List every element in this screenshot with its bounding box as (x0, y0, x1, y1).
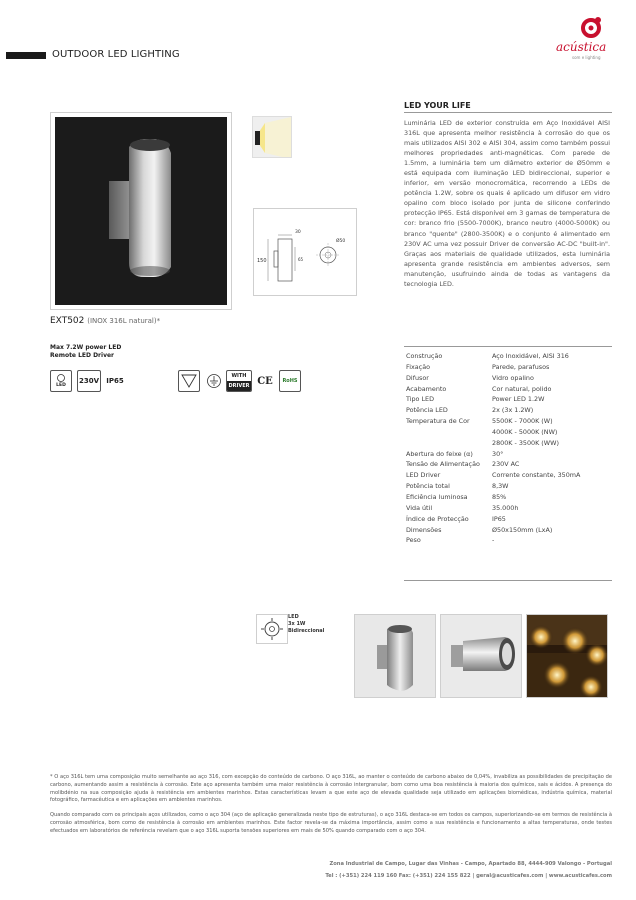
brand-logo-tagline: som e lighting (572, 55, 601, 60)
product-model (50, 316, 160, 326)
product-photo-frame (50, 112, 232, 310)
spec-value: 2800K - 3500K (WW) (492, 438, 559, 447)
spec-value: - (492, 536, 495, 545)
category-title: OUTDOOR LED LIGHTING (52, 49, 180, 60)
spec-row (406, 514, 612, 525)
spec-value: 35.000h (492, 503, 519, 512)
product-thumbnail-front (354, 614, 436, 698)
spec-row (406, 535, 612, 546)
drawing-diameter-label: Ø50 (336, 239, 346, 244)
spec-key: Acabamento (406, 384, 447, 393)
section-divider (404, 112, 612, 113)
led-icon: LED (50, 370, 72, 392)
beam-pattern-thumbnail (252, 116, 292, 158)
lamp-illustration (55, 117, 227, 305)
spec-row (406, 427, 612, 438)
brand-logo-icon (580, 16, 602, 38)
footnote-316l: * O aço 316L tem uma composição muito semelhante ao aço 316, com excepção do conteúdo de carbono. O aço 316L, ao manter o conteúdo de carbono abaixo de 0,04%, invabiliza as possibilidades de precipitação de carbono, aumentando assim a resistência à corrosão. Este aço apresenta também uma maior resistência à corrosão intergranular, bom como uma boa resistência à maioria dos químicos, sais e ácidos. A presença do molibdénio na sua composição ajuda à resistência em ambientes marinhos. Estas características levam a que este aço de elevada qualidade seja utilizado em aplicações biomédicas, indústria química, material fotográfico, farmacêutica e em aplicações em ambientes marinhos. (50, 774, 612, 804)
led-bidirectional-text: LED 3x 1W Bidireccional (288, 614, 325, 634)
drawing-width-label: 30 (295, 230, 301, 235)
spec-table (406, 351, 612, 546)
spec-key: LED Driver (406, 471, 441, 480)
led-bidirectional-icon (256, 614, 288, 644)
spec-value: 230V AC (492, 460, 520, 469)
spec-line-driver: Remote LED Driver (50, 352, 115, 359)
spec-key: Potência LED (406, 406, 448, 415)
spec-key: Índice de Protecção (406, 514, 469, 523)
footer-contacts: Tel : (+351) 224 119 160 Fax: (+351) 224 155 822 | geral@acusticafes.com | www.acusticafes.com (325, 873, 612, 879)
product-description: Luminária LED de exterior construída em Aço Inoxidável AISI 316L que apresenta melhor resistência à corrosão do que os mais utilizados AISI 302 e AISI 304, assim como também possui melhores propriedades anti-magnéticas. Com parede de 1.5mm, a luminária tem um diâmetro exterior de Ø50mm e está equipada com iluminação LED bidireccional, superior e inferior, em versão monocromática, recorrendo a LEDs de potência 1.2W, sobre os quais é aplicado um difusor em vidro opalino com bloco isolado por junta de silicone conferindo protecção IP65. Está disponível em 3 gamas de temperatura de cor: branco frio (5500-7000K), branco neutro (4000-5000K) ou branco "quente" (2800-3500K) e o conjunto é alimentado em 230V AC uma vez possuir Driver de conversão AC-DC "built-in". Graças aos materiais de qualidade utilizados, esta luminária apresenta grande resistência em ambientes adversos, sem manutenção, usufruindo ainda de todas as vantagens da tecnologia LED. (404, 119, 610, 288)
footer-address: Zona Industrial de Campo, Lugar das Vinhas - Campo, Apartado 88, 4444-909 Valongo - Portugal (329, 861, 612, 867)
rohs-icon: RoHS (279, 370, 301, 392)
technical-drawing (253, 208, 357, 296)
spec-table-top-divider (404, 346, 612, 347)
spec-key: Temperatura de Cor (406, 417, 470, 426)
spec-value: Vidro opalino (492, 373, 534, 382)
section-title: LED YOUR LIFE (404, 101, 471, 110)
spec-key (406, 427, 492, 438)
model-variant: (INOX 316L natural)* (87, 317, 161, 325)
spec-key: Dimensões (406, 525, 442, 534)
spec-key: Fixação (406, 362, 431, 371)
footnote-comparison: Quando comparado com os principais aços utilizados, como o aço 304 (aço de aplicação generalizada neste tipo de estruturas), o aço 316L destaca-se em todos os campos, superiorizando-se em termos de resistência à corrosão atmosférica, bom como de resistência à corrosão em ambientes marinhos. Este factor revela-se da máxima importância, assim como a sua resistência e funcionamento a altas temperaturas, onde testes efectuados em laboratórios de referência revelam que o aço 316L suporta tensões superiores em mais de 50% quando comparado com o aço 304. (50, 812, 612, 834)
spec-value: 2x (3x 1.2W) (492, 406, 534, 415)
spec-row (406, 449, 612, 460)
spec-row (406, 525, 612, 536)
spec-row (406, 373, 612, 384)
spec-key: Abertura do feixe (α) (406, 449, 473, 458)
f-mark-icon (178, 370, 200, 392)
spec-value: Aço Inoxidável, AISI 316 (492, 352, 569, 360)
with-driver-icon: WITH DRIVER (226, 370, 252, 392)
spec-value: IP65 (492, 514, 506, 523)
ground-icon (203, 370, 225, 392)
spec-row (406, 459, 612, 470)
spec-row (406, 503, 612, 514)
spec-value: 5500K - 7000K (W) (492, 417, 553, 426)
spec-key (406, 438, 492, 449)
product-thumbnail-side (440, 614, 522, 698)
spec-row (406, 492, 612, 503)
drawing-body-label: 65 (298, 257, 304, 262)
footnotes (50, 774, 612, 843)
spec-value: Ø50x150mm (LxA) (492, 525, 553, 534)
spec-row (406, 405, 612, 416)
spec-key: Difusor (406, 373, 429, 382)
model-code: EXT502 (50, 316, 85, 326)
spec-key: Vida útil (406, 503, 433, 512)
spec-key: Construção (406, 352, 443, 360)
drawing-height-label: 150 (257, 258, 267, 264)
product-photo (55, 117, 227, 305)
installation-photo (526, 614, 608, 698)
spec-key: Tensão de Alimentação (406, 460, 480, 469)
spec-key: Tipo LED (406, 395, 434, 404)
spec-value: 4000K - 5000K (NW) (492, 427, 558, 436)
spec-row (406, 481, 612, 492)
spec-value: 30° (492, 449, 504, 458)
spec-value: Parede, parafusos (492, 362, 550, 371)
voltage-icon: 230V (77, 370, 101, 392)
spec-key: Peso (406, 536, 421, 545)
spec-row (406, 438, 612, 449)
spec-value: Power LED 1.2W (492, 395, 545, 404)
spec-row (406, 384, 612, 395)
spec-row (406, 394, 612, 405)
spec-row (406, 416, 612, 427)
spec-key: Eficiência luminosa (406, 492, 468, 501)
spec-row (406, 362, 612, 373)
spec-row (406, 470, 612, 481)
spec-value: Corrente constante, 350mA (492, 471, 581, 480)
spec-line-power: Max 7.2W power LED (50, 344, 122, 351)
spec-row (406, 351, 612, 362)
spec-key: Potência total (406, 482, 450, 491)
spec-table-bottom-divider (404, 580, 612, 581)
brand-logo-name: acústica (556, 40, 607, 54)
spec-value: 8,3W (492, 482, 509, 491)
spec-value: 85% (492, 492, 507, 501)
header-bar (6, 52, 46, 59)
ce-mark-icon: CE (254, 370, 276, 392)
ip-rating-icon: IP65 (104, 370, 126, 392)
spec-value: Cor natural, polido (492, 384, 552, 393)
